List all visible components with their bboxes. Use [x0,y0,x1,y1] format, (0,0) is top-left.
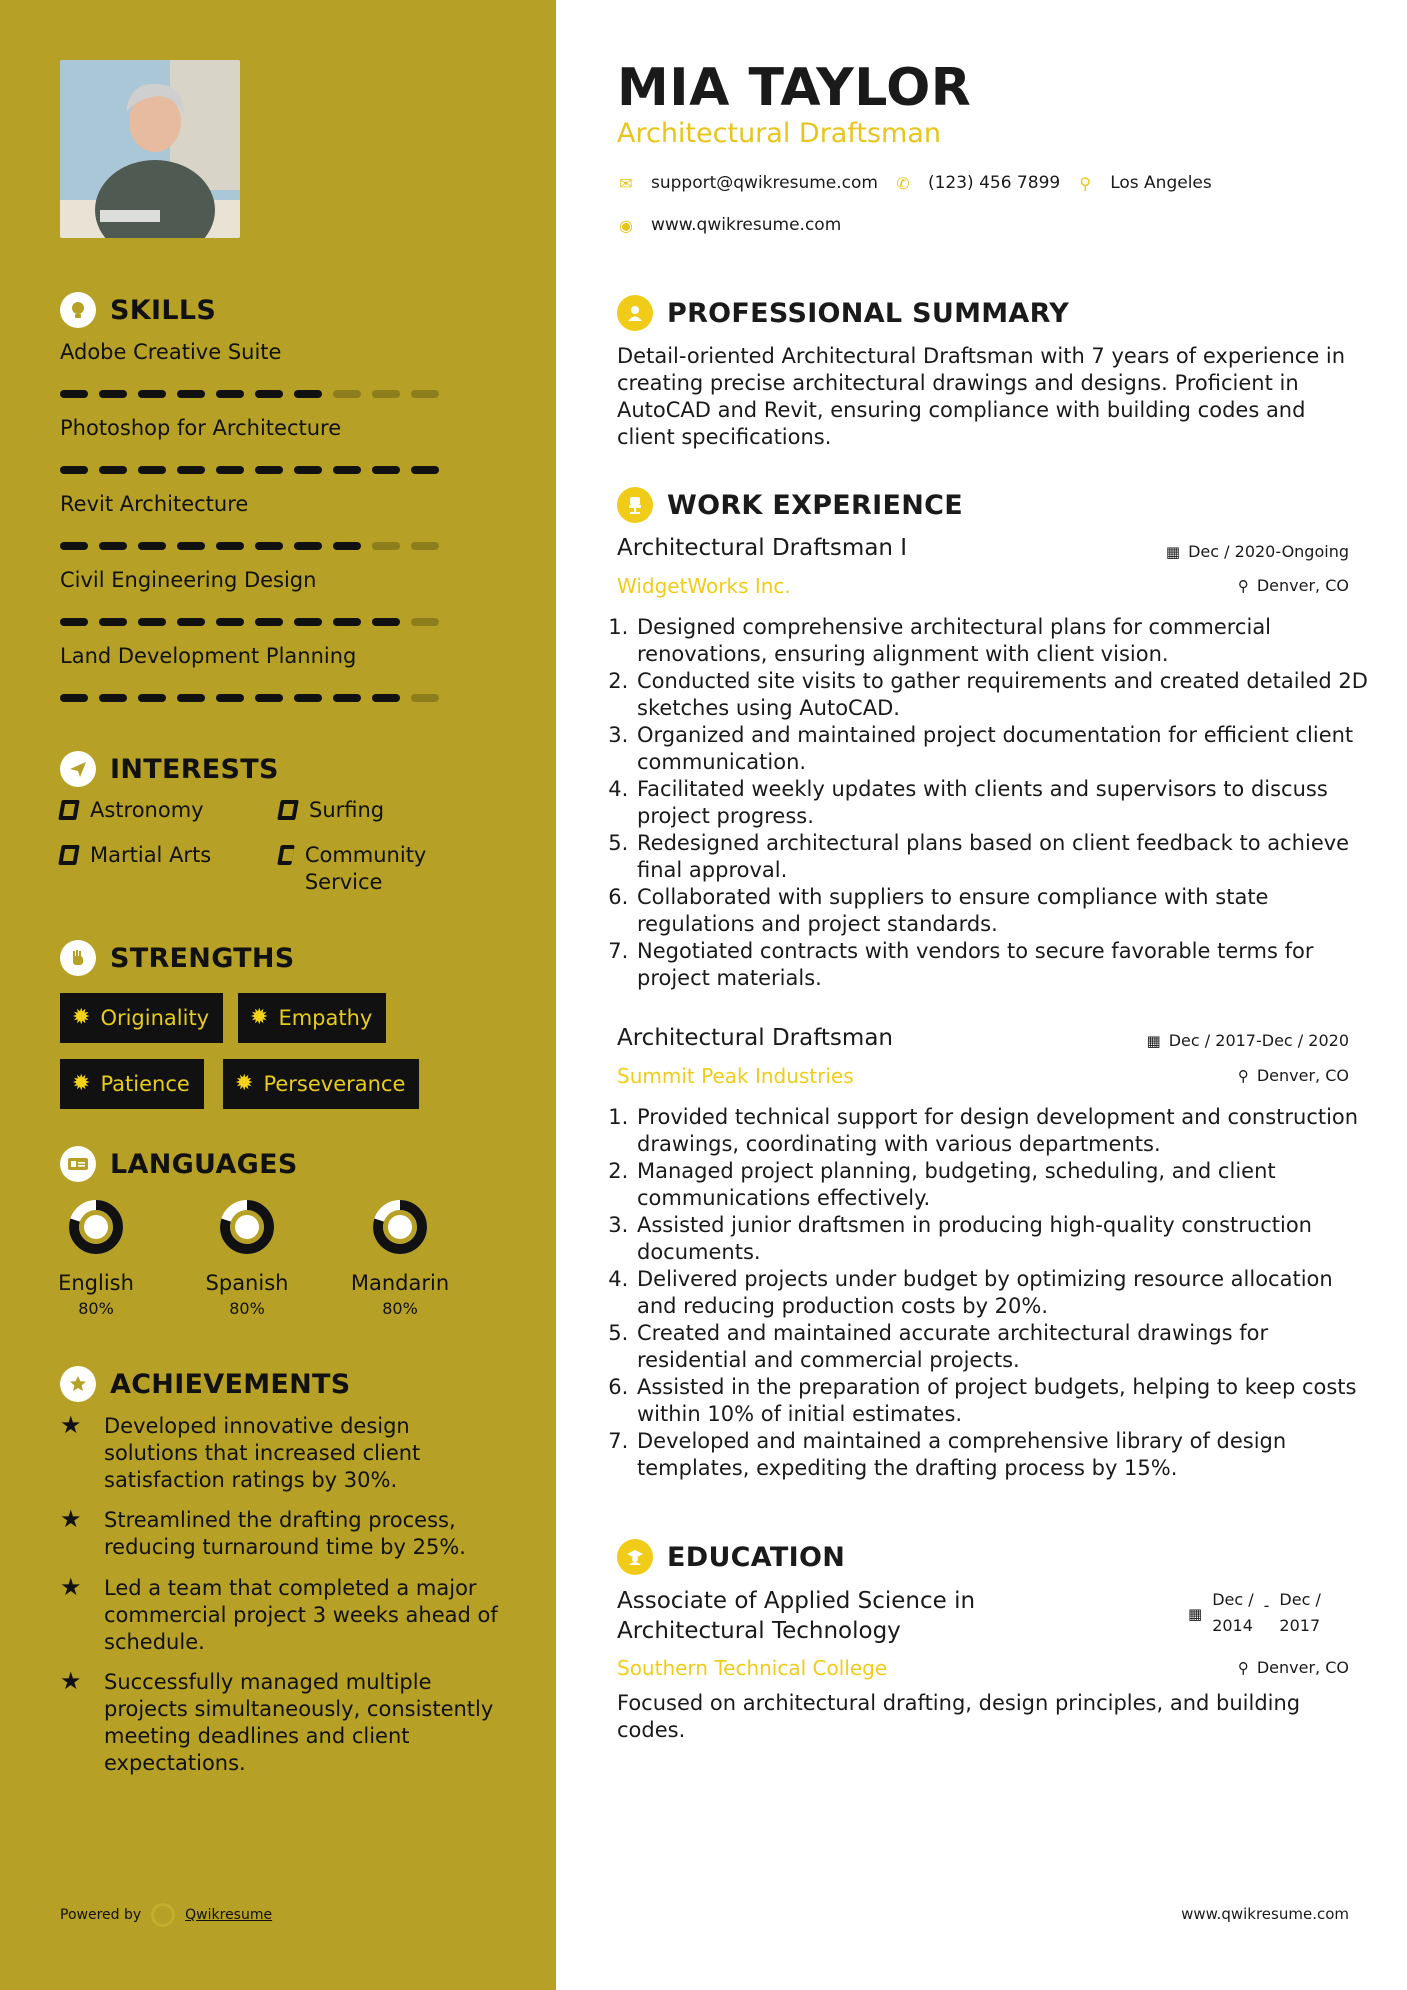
pushpin-icon: ⚲ [1237,576,1249,595]
school-name: Southern Technical College [617,1656,888,1680]
skill-dash-filled [255,390,283,398]
achievements-heading [60,1366,351,1402]
paper-plane-icon [60,751,96,787]
phone-icon: ✆ [896,173,910,193]
skill-dash-filled [294,542,322,550]
contact-row [617,173,1212,193]
education-text: Focused on architectural drafting, design principles, and building codes. [617,1691,1301,1742]
pushpin-icon: ⚲ [1237,1066,1249,1085]
job-bullet: 1. Provided technical support for design development and construction drawings, coordinating with various departments. [635,1104,1375,1158]
skills-heading [60,292,216,328]
strength-tag [60,993,223,1043]
language-percent: 80% [382,1299,418,1318]
skill-dash-filled [138,542,166,550]
skills-title: SKILLS [110,294,217,326]
skill-dash-filled [60,390,88,398]
skill-dash-filled [216,542,244,550]
job-bullets [617,614,1375,992]
sun-icon: ✹ [72,1005,91,1030]
achievement-text: Led a team that completed a major commercial project 3 weeks ahead of schedule. [104,1576,498,1654]
sun-icon: ✹ [250,1005,269,1030]
star-icon: ★ [60,1505,82,1533]
education-heading [617,1539,845,1575]
strength-label: Patience [100,1072,190,1096]
skill-dash-filled [333,466,361,474]
skill-dash-filled [60,466,88,474]
skill-dash-filled [138,466,166,474]
job-date-text: Dec / 2017-Dec / 2020 [1168,1031,1349,1050]
interest-item [279,797,384,824]
language-donut [66,1197,126,1257]
interest-item [279,842,449,896]
skill-dash-empty [333,390,361,398]
education-date-start [1212,1587,1253,1639]
calendar-icon: ▦ [1146,1031,1161,1050]
skill-dash-filled [333,694,361,702]
skill-name: Land Development Planning [60,644,357,668]
star-icon: ★ [60,1573,82,1601]
skill-dash-filled [255,694,283,702]
language-donut [370,1197,430,1257]
summary-heading [617,295,1069,331]
donut-hole [235,1215,259,1239]
interests-heading [60,751,279,787]
pushpin-icon: ⚲ [1237,1658,1249,1677]
footer-website[interactable]: www.qwikresume.com [1181,1905,1349,1923]
strength-label: Empathy [278,1006,373,1030]
sun-icon: ✹ [72,1071,91,1096]
language-percent: 80% [78,1299,114,1318]
skill-dash-filled [372,618,400,626]
location-pin-icon: ⚲ [1079,173,1092,193]
achievements-title: ACHIEVEMENTS [110,1368,351,1400]
interest-label: Martial Arts [90,843,212,867]
skill-rating-bar [60,542,439,550]
job-date-text: Dec / 2020-Ongoing [1188,542,1349,561]
skill-dash-filled [333,542,361,550]
skill-dash-empty [372,390,400,398]
user-icon [617,295,653,331]
skill-rating-bar [60,466,439,474]
skill-dash-filled [216,694,244,702]
skill-dash-filled [138,694,166,702]
skill-dash-filled [372,466,400,474]
job-location [1238,1066,1349,1085]
skill-dash-empty [372,542,400,550]
sun-icon: ✹ [235,1071,254,1096]
portrait-image [60,60,240,238]
skill-dash-filled [216,466,244,474]
skill-dash-filled [216,618,244,626]
experience-heading [617,487,963,523]
powered-by-label: Powered by [60,1907,142,1923]
interests-title: INTERESTS [110,753,279,785]
achievement-item [60,1507,500,1561]
language-item [26,1197,166,1318]
candidate-name: MIA TAYLOR [617,58,972,118]
strengths-heading [60,940,295,976]
education-date [1188,1587,1321,1639]
skill-dash-filled [294,466,322,474]
education-title: EDUCATION [667,1541,846,1573]
skill-dash-filled [255,542,283,550]
website-row [617,215,841,235]
calendar-icon: ▦ [1188,1605,1203,1623]
languages-heading [60,1146,298,1182]
skill-dash-filled [99,694,127,702]
job-date [1147,1031,1349,1050]
job-bullet: 3. Organized and maintained project documentation for efficient client communication. [635,722,1375,776]
education-date-end-line2: 2017 [1279,1616,1321,1635]
skill-dash-filled [138,618,166,626]
achievement-text: Developed innovative design solutions that increased client satisfaction ratings by 30%. [104,1414,421,1492]
summary-title: PROFESSIONAL SUMMARY [667,297,1070,329]
skill-dash-filled [177,390,205,398]
job-bullet: 2. Managed project planning, budgeting, scheduling, and client communications effectively. [635,1158,1375,1212]
star-icon: ★ [60,1667,82,1695]
book-icon [277,845,294,865]
skill-rating-bar [60,618,439,626]
job-location [1238,576,1349,595]
job-location-text: Denver, CO [1256,1066,1349,1085]
profile-photo [60,60,240,238]
skill-name: Revit Architecture [60,492,249,516]
strength-tag [223,1059,419,1109]
skill-name: Photoshop for Architecture [60,416,342,440]
language-card-icon [60,1146,96,1182]
skill-dash-filled [60,542,88,550]
skill-dash-filled [60,694,88,702]
job-bullet: 4. Facilitated weekly updates with clients and supervisors to discuss project progress. [635,776,1375,830]
education-location [1238,1658,1349,1677]
candidate-role: Architectural Draftsman [617,118,941,149]
strength-tag [238,993,386,1043]
email[interactable]: support@qwikresume.com [651,173,878,193]
achievement-item [60,1575,500,1656]
star-icon: ★ [60,1411,82,1439]
star-badge-icon [60,1366,96,1402]
skill-dash-empty [411,390,439,398]
strength-label: Originality [100,1006,210,1030]
job-bullet: 1. Designed comprehensive architectural plans for commercial renovations, ensuring alignment with client vision. [635,614,1375,668]
job-bullet: 7. Developed and maintained a comprehensive library of design templates, expediting the drafting process by 15%. [635,1428,1375,1482]
achievement-item [60,1413,500,1494]
interest-item [60,842,211,869]
phone: (123) 456 7899 [927,173,1061,193]
job-title: Architectural Draftsman I [617,535,908,561]
website[interactable]: www.qwikresume.com [651,215,842,235]
job-bullet: 5. Redesigned architectural plans based on client feedback to achieve final approval. [635,830,1375,884]
company-name: WidgetWorks Inc. [617,574,791,598]
job-bullet: 4. Delivered projects under budget by optimizing resource allocation and reducing production costs by 20%. [635,1266,1375,1320]
qwikresume-link[interactable]: Qwikresume [185,1907,273,1923]
location: Los Angeles [1110,173,1212,193]
job-title: Architectural Draftsman [617,1025,893,1051]
interest-item [60,797,204,824]
hand-icon [60,940,96,976]
skill-dash-filled [372,694,400,702]
strengths-title: STRENGTHS [110,942,295,974]
book-icon [277,800,299,820]
experience-title: WORK EXPERIENCE [667,489,963,521]
skill-dash-filled [99,618,127,626]
calendar-icon: ▦ [1165,542,1181,561]
job-bullet: 5. Created and maintained accurate architectural drawings for residential and commercial projects. [635,1320,1375,1374]
summary-text: Detail-oriented Architectural Draftsman with 7 years of experience in creating precise architectural drawings and designs. Proficient in AutoCAD and Revit, ensuring compliance with building codes and client specifications. [617,344,1346,449]
lightbulb-icon [60,292,96,328]
company-name: Summit Peak Industries [617,1064,854,1088]
skill-dash-filled [255,466,283,474]
skill-dash-filled [99,466,127,474]
skill-rating-bar [60,694,439,702]
skill-dash-filled [177,466,205,474]
skill-dash-filled [255,618,283,626]
language-name: Mandarin [350,1271,450,1295]
education-date-end-line1: Dec / [1279,1590,1321,1609]
sidebar [0,0,556,1990]
language-item [330,1197,470,1318]
skill-dash-filled [216,390,244,398]
language-item [177,1197,317,1318]
skill-dash-filled [333,618,361,626]
language-name: English [58,1271,134,1295]
education-date-start-line1: Dec / [1212,1590,1254,1609]
job-location-text: Denver, CO [1256,576,1349,595]
interest-label: Surfing [309,798,385,822]
language-donut [217,1197,277,1257]
book-icon [58,800,80,820]
languages-title: LANGUAGES [110,1148,298,1180]
skill-dash-filled [411,466,439,474]
skill-dash-filled [294,694,322,702]
job-bullet: 6. Collaborated with suppliers to ensure compliance with state regulations and project standards. [635,884,1375,938]
education-location-text: Denver, CO [1256,1658,1349,1677]
strength-label: Perseverance [263,1072,406,1096]
powered-by [60,1903,272,1927]
language-name: Spanish [205,1271,289,1295]
skill-rating-bar [60,390,439,398]
donut-hole [388,1215,412,1239]
skill-dash-empty [411,618,439,626]
skill-dash-empty [411,694,439,702]
graduate-icon [617,1539,653,1575]
skill-dash-filled [177,694,205,702]
education-date-end [1279,1587,1320,1639]
donut-hole [84,1215,108,1239]
skill-dash-filled [177,542,205,550]
education-date-start-line2: 2014 [1212,1616,1253,1635]
skill-dash-empty [411,542,439,550]
achievement-text: Successfully managed multiple projects simultaneously, consistently meeting deadlines and client expectations. [104,1670,494,1775]
qwikresume-logo-icon [151,1903,175,1927]
skill-dash-filled [99,542,127,550]
interest-label: Community Service [304,843,427,894]
envelope-icon: ✉ [619,173,633,193]
degree-title: Associate of Applied Science in Architectural Technology [617,1588,976,1644]
job-bullets [617,1104,1375,1482]
education-date-separator: - [1263,1596,1270,1615]
achievement-text: Streamlined the drafting process, reducing turnaround time by 25%. [104,1508,466,1559]
strength-tag [60,1059,204,1109]
skill-dash-filled [294,390,322,398]
chair-icon [617,487,653,523]
job-bullet: 3. Assisted junior draftsmen in producing high-quality construction documents. [635,1212,1375,1266]
skill-dash-filled [99,390,127,398]
skill-name: Adobe Creative Suite [60,340,282,364]
job-bullet: 2. Conducted site visits to gather requirements and created detailed 2D sketches using AutoCAD. [635,668,1375,722]
job-date [1166,542,1349,561]
skill-dash-filled [294,618,322,626]
book-icon [58,845,80,865]
skill-dash-filled [60,618,88,626]
language-percent: 80% [229,1299,265,1318]
globe-icon: ◉ [619,215,633,235]
achievement-item [60,1669,500,1777]
job-bullet: 6. Assisted in the preparation of project budgets, helping to keep costs within 10% of initial estimates. [635,1374,1375,1428]
job-bullet: 7. Negotiated contracts with vendors to secure favorable terms for project materials. [635,938,1375,992]
skill-dash-filled [177,618,205,626]
interest-label: Astronomy [90,798,204,822]
skill-dash-filled [138,390,166,398]
skill-name: Civil Engineering Design [60,568,317,592]
